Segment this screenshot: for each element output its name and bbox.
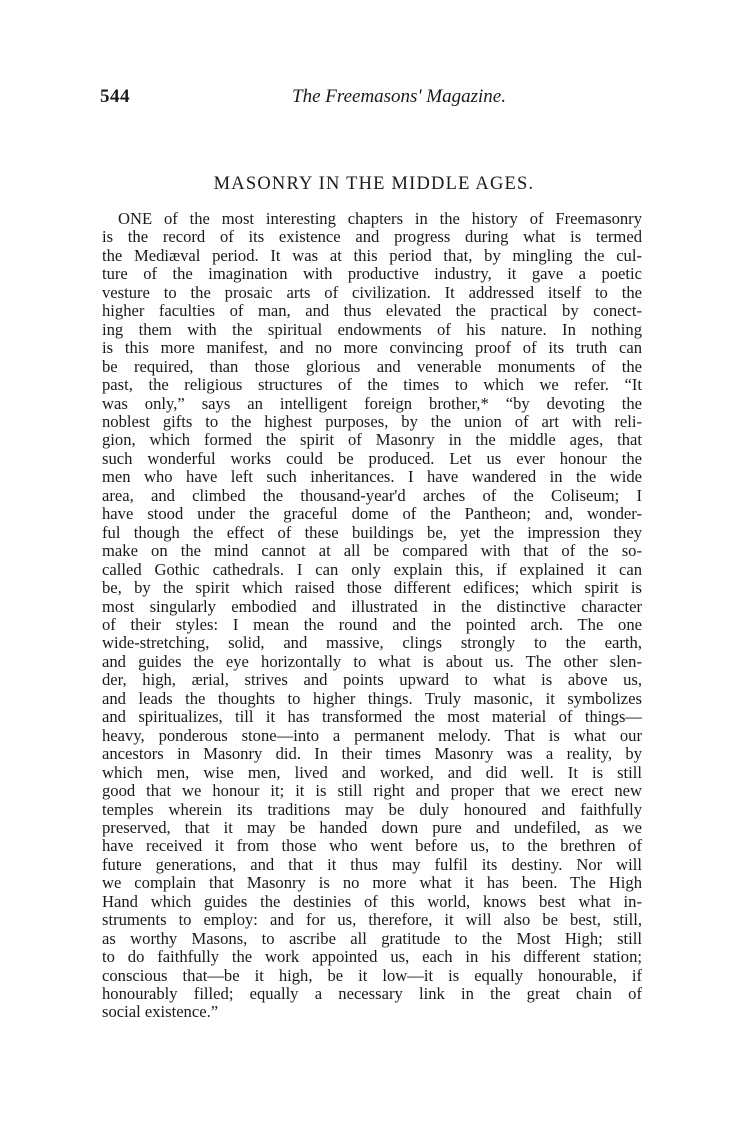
text-line: make on the mind cannot at all be compared with that of the so- — [102, 541, 642, 561]
text-line: have stood under the graceful dome of the Pantheon; and, wonder- — [102, 504, 642, 524]
text-line: social existence.” — [102, 1002, 219, 1022]
text-line: ing them with the spiritual endowments of his nature. In nothing — [102, 319, 642, 339]
text-line: and spiritualizes, till it has transformed the most material of things— — [102, 707, 642, 727]
text-line: which men, wise men, lived and worked, and did well. It is still — [102, 762, 642, 782]
text-line: area, and climbed the thousand-year'd arches of the Coliseum; I — [102, 485, 642, 505]
text-line: heavy, ponderous stone—into a permanent melody. That is what our — [102, 725, 642, 745]
text-line: good that we honour it; it is still right and proper that we erect new — [102, 781, 642, 801]
text-line: future generations, and that it thus may fulfil its destiny. Nor will — [102, 854, 642, 874]
text-line: men who have left such inheritances. I have wandered in the wide — [102, 467, 642, 487]
text-line: of their styles: I mean the round and the pointed arch. The one — [102, 614, 642, 634]
text-line: past, the religious structures of the times to which we refer. “It — [102, 375, 642, 395]
text-line: noblest gifts to the highest purposes, by the union of art with reli- — [102, 411, 642, 431]
text-line: and guides the eye horizontally to what is about us. The other slen- — [102, 651, 642, 671]
text-line: is the record of its existence and progress during what is termed — [102, 227, 642, 247]
text-line: conscious that—be it high, be it low—it is equally honourable, if — [102, 965, 642, 985]
text-line: ONE of the most interesting chapters in the history of Freemasonry — [118, 209, 642, 228]
text-line: is this more manifest, and no more convincing proof of its truth can — [102, 338, 642, 358]
text-line: such wonderful works could be produced. Let us ever honour the — [102, 448, 642, 468]
text-line: the Mediæval period. It was at this period that, by mingling the cul- — [102, 245, 642, 265]
text-line: ancestors in Masonry did. In their times Masonry was a reality, by — [102, 744, 642, 764]
article-body — [102, 210, 642, 1022]
text-line: to do faithfully the work appointed us, each in his different station; — [102, 947, 642, 967]
text-line: struments to employ: and for us, therefore, it will also be best, still, — [102, 910, 642, 930]
article-title: MASONRY IN THE MIDDLE AGES. — [213, 174, 535, 194]
running-head: The Freemasons' Magazine. — [292, 86, 506, 107]
text-line: called Gothic cathedrals. I can only explain this, if explained it can — [102, 559, 642, 579]
text-line: most singularly embodied and illustrated in the distinctive character — [102, 596, 642, 616]
text-line: be, by the spirit which raised those different edifices; which spirit is — [102, 578, 642, 598]
page-header — [100, 86, 648, 112]
text-line: have received it from those who went before us, to the brethren of — [102, 836, 642, 856]
text-line: gion, which formed the spirit of Masonry in the middle ages, that — [102, 430, 642, 450]
text-line: preserved, that it may be handed down pure and undefiled, as we — [102, 817, 642, 837]
text-line: ful though the effect of these buildings be, yet the impression they — [102, 522, 642, 542]
page-number: 544 — [100, 86, 130, 107]
text-line: higher faculties of man, and thus elevated the practical by conect- — [102, 301, 642, 321]
text-line: and leads the thoughts to higher things. Truly masonic, it symbolizes — [102, 688, 642, 708]
text-line: ture of the imagination with productive industry, it gave a poetic — [102, 264, 642, 284]
text-line: honourably filled; equally a necessary link in the great chain of — [102, 984, 642, 1004]
text-line: was only,” says an intelligent foreign brother,* “by devoting the — [102, 393, 642, 413]
text-line: be required, than those glorious and venerable monuments of the — [102, 356, 642, 376]
text-line: as worthy Masons, to ascribe all gratitude to the Most High; still — [102, 928, 642, 948]
text-line: Hand which guides the destinies of this world, knows best what in- — [102, 891, 642, 911]
text-line: der, high, ærial, strives and points upward to what is above us, — [102, 670, 642, 690]
text-line: vesture to the prosaic arts of civilization. It addressed itself to the — [102, 282, 642, 302]
text-line: we complain that Masonry is no more what it has been. The High — [102, 873, 642, 893]
text-line: wide-stretching, solid, and massive, clings strongly to the earth, — [102, 633, 642, 653]
text-line: temples wherein its traditions may be duly honoured and faithfully — [102, 799, 642, 819]
